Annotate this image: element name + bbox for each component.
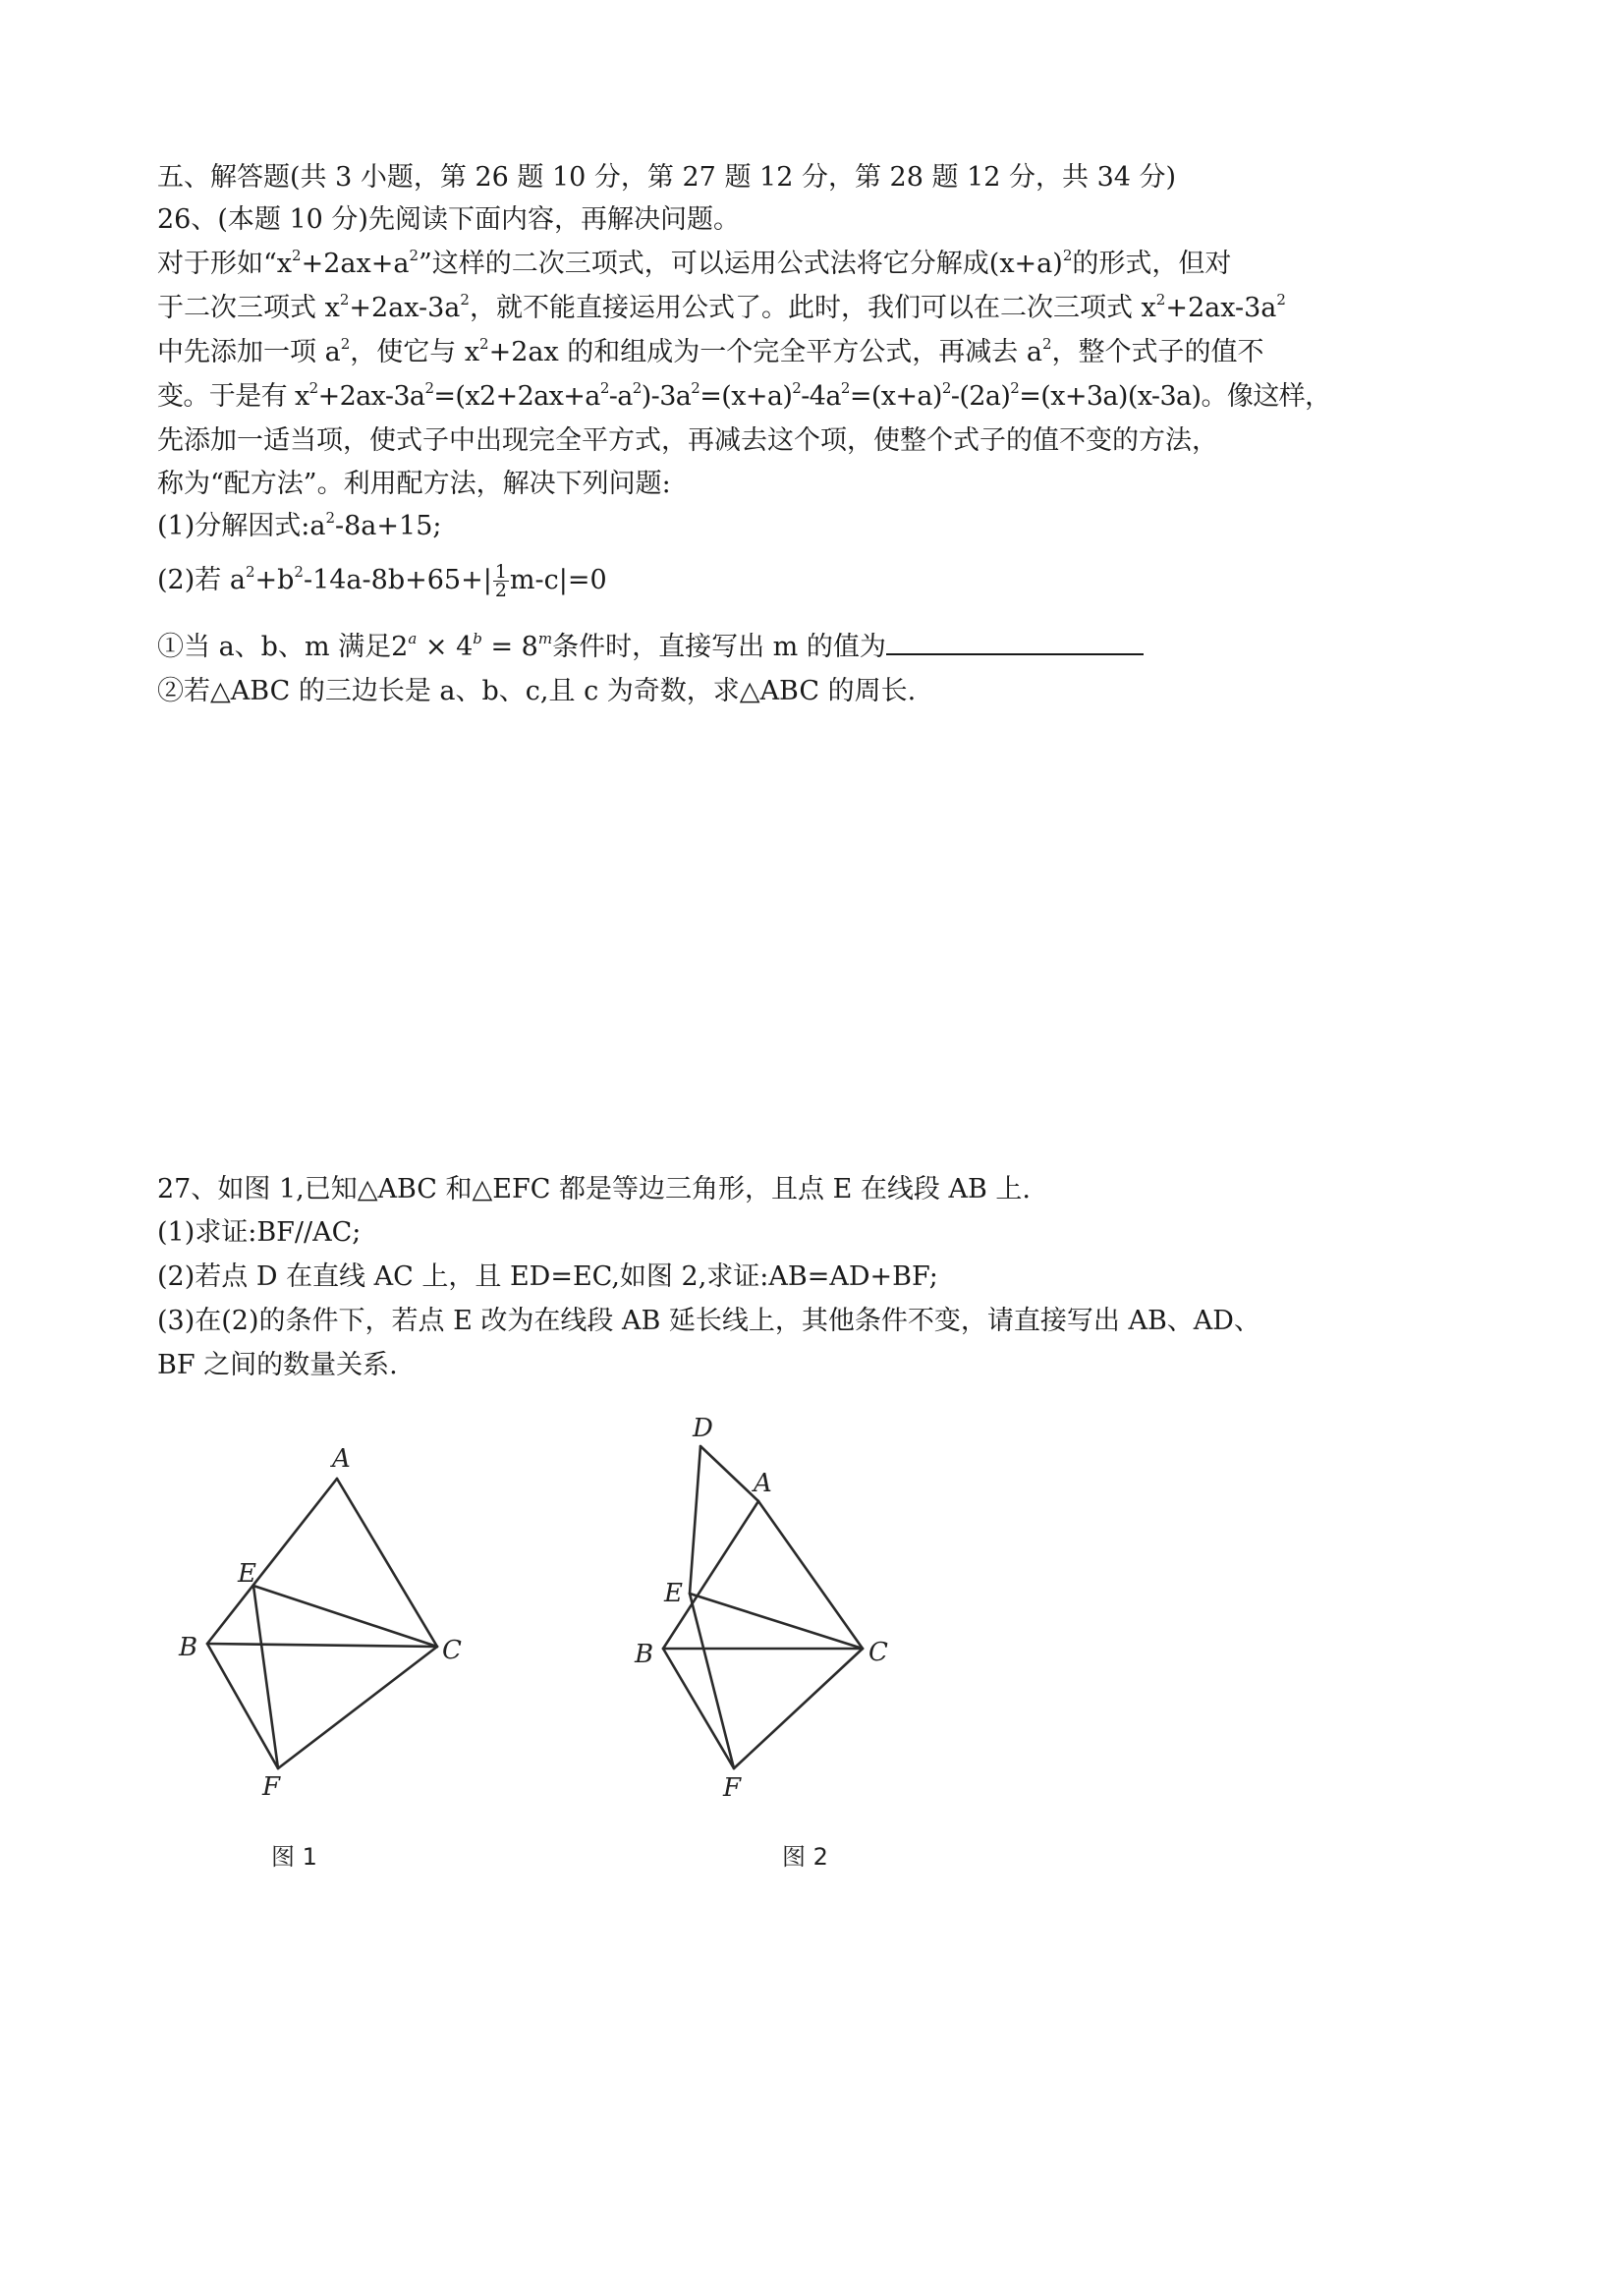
label-d: D [693,1414,713,1443]
figure-2-caption: 图 2 [782,1843,828,1871]
exponent-condition: $2^a \times 4^b = 8^m$ [391,630,553,662]
answer-blank[interactable] [886,632,1144,655]
figure-1 [167,1434,501,1818]
label-b: B [179,1633,198,1662]
q26-paragraph-line-3: 中先添加一项 $a^2$，使它与 $x^2+2ax$ 的和组成为一个完全平方公式，再减去 $a^2$，整个式子的值不 [157,335,1264,367]
label-f: F [262,1772,281,1802]
q26-paragraph-line-4: 变。于是有 $x^2+2ax-3a^2=(x2+2ax+a^2-a^2)-3a^2=(x+a)^2-4a^2=(x+a)^2-(2a)^2=(x+3a)(x-3a)$。像这样， [157,379,1331,412]
q26-sub2-part2: ②若△ABC 的三边长是 a、b、c,且 c 为奇数，求△ABC 的周长. [157,676,917,706]
q26-sub2-part1: ①当 a、b、m 满足$2^a \times 4^b = 8^m$条件时，直接写出 m 的值为 [157,629,1483,666]
q26-sub1: (1)分解因式$:a^2-8a+15$; [157,509,442,541]
q26-paragraph-line-2: 于二次三项式 $x^2+2ax-3a^2$，就不能直接运用公式了。此时，我们可以在二次三项式 $x^2+2ax-3a^2$ [157,291,1286,323]
segment-fc [278,1647,437,1768]
figure-1-caption: 图 1 [271,1843,317,1871]
label-a: A [754,1469,772,1498]
q26-paragraph-line-5: 先添加一适当项，使式子中出现完全平方式，再减去这个项，使整个式子的值不变的方法， [157,425,1218,456]
section-header: 五、解答题(共 3 小题，第 26 题 10 分，第 27 题 12 分，第 28 题 12 分，共 34 分) [157,162,1177,193]
segment-ef [690,1594,734,1768]
segment-bc [207,1644,437,1647]
label-e: E [238,1559,256,1589]
segment-ab [207,1479,337,1644]
q26-paragraph-line-1: 对于形如“$x^2+2ax+a^2$”这样的二次三项式，可以运用公式法将它分解成$(x+a)^2$的形式，但对 [157,247,1232,279]
q26-title: 26、(本题 10 分)先阅读下面内容，再解决问题。 [157,204,740,235]
q27-sub3-line-2: BF 之间的数量关系. [157,1350,398,1380]
segment-bf [663,1649,734,1768]
label-e: E [664,1579,683,1608]
q27-sub3-line-1: (3)在(2)的条件下，若点 E 改为在线段 AB 延长线上，其他条件不变，请直接写出 AB、AD、 [157,1306,1260,1336]
label-a: A [332,1444,351,1474]
segment-de [690,1446,700,1594]
segment-ab [663,1501,758,1649]
q27-sub1: (1)求证:BF//AC; [157,1217,362,1248]
segment-ef [253,1586,278,1768]
segment-ac [758,1501,863,1649]
fraction-one-half: $\frac{1}{2}$ [494,561,507,601]
segment-ec [253,1586,437,1647]
segment-da [700,1446,758,1501]
label-b: B [635,1640,654,1669]
label-c: C [868,1638,888,1667]
q27-sub2: (2)若点 D 在直线 AC 上，且 ED=EC,如图 2,求证:AB=AD+BF; [157,1261,938,1292]
q26-sub2: (2)若 $a^2+b^2-14a-8b+65+|$ $\frac{1}{2}$ m-c|=0 [157,561,607,601]
segment-ac [337,1479,437,1647]
label-f: F [723,1773,742,1803]
label-c: C [442,1636,462,1665]
q27-title: 27、如图 1,已知△ABC 和△EFC 都是等边三角形，且点 E 在线段 AB 上. [157,1174,1031,1204]
segment-ec [690,1594,863,1649]
segment-fc [734,1649,863,1768]
figure-2 [629,1405,923,1808]
q26-paragraph-line-6: 称为“配方法”。利用配方法，解决下列问题: [157,469,671,499]
segment-bf [207,1644,278,1768]
